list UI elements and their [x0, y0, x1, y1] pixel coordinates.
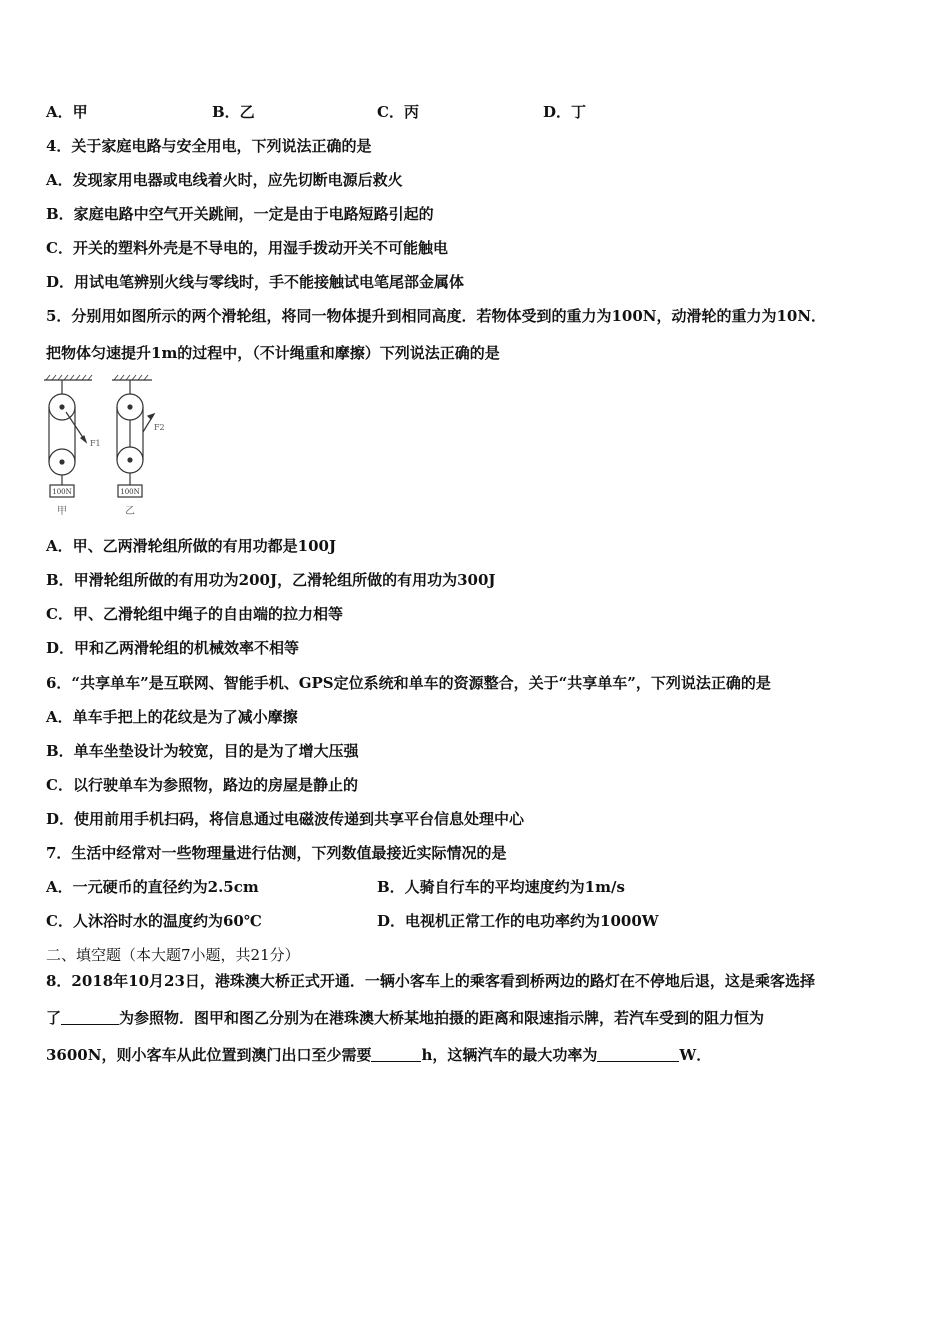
section-title: 二、填空题（本大题7小题，共21分） — [46, 946, 300, 964]
right-caption: 乙 — [125, 506, 135, 517]
q3-option-c: C．丙 — [377, 103, 419, 121]
q6-option-b: B．单车坐垫设计为较宽，目的是为了增大压强 — [46, 742, 359, 760]
left-ceiling-hatch — [46, 375, 92, 380]
q6-option-d: D．使用前用手机扫码，将信息通过电磁波传递到共享平台信息处理中心 — [46, 810, 525, 828]
q6-option-c: C．以行驶单车为参照物，路边的房屋是静止的 — [46, 776, 358, 794]
q8-line3-part1: 3600N，则小客车从此位置到澳门出口至少需要 — [46, 1046, 372, 1064]
q7-option-c: C．人沐浴时水的温度约为60℃ — [46, 912, 262, 930]
q8-line1: 8．2018年10月23日，港珠澳大桥正式开通．一辆小客车上的乘客看到桥两边的路灯在不停地后退，这是乘客选择 — [46, 972, 815, 990]
right-ceiling-hatch — [114, 375, 148, 380]
q5-stem-line2: 把物体匀速提升1m的过程中，（不计绳重和摩擦）下列说法正确的是 — [46, 344, 500, 362]
q4-option-c: C．开关的塑料外壳是不导电的，用湿手拨动开关不可能触电 — [46, 239, 448, 257]
q6-stem: 6．“共享单车”是互联网、智能手机、GPS定位系统和单车的资源整合，关于“共享单车”，下列说法正确的是 — [46, 674, 771, 692]
q3-option-b: B．乙 — [212, 103, 255, 121]
right-force-label: F2 — [154, 423, 165, 432]
q7-option-b: B．人骑自行车的平均速度约为1m/s — [377, 878, 625, 896]
left-force-arrow — [81, 436, 86, 442]
q4-option-d: D．用试电笔辨别火线与零线时，手不能接触试电笔尾部金属体 — [46, 273, 465, 291]
q7-option-a: A．一元硬币的直径约为2.5cm — [46, 878, 259, 896]
right-force-arrow — [148, 414, 154, 419]
q5-option-c: C．甲、乙滑轮组中绳子的自由端的拉力相等 — [46, 605, 343, 623]
q7-stem: 7．生活中经常对一些物理量进行估测，下列数值最接近实际情况的是 — [46, 844, 507, 862]
q4-option-b: B．家庭电路中空气开关跳闸，一定是由于电路短路引起的 — [46, 205, 434, 223]
q5-option-d: D．甲和乙两滑轮组的机械效率不相等 — [46, 639, 300, 657]
q4-option-a: A．发现家用电器或电线着火时，应先切断电源后救火 — [46, 171, 403, 189]
q8-line2-prefix: 了 — [46, 1009, 62, 1027]
answer-blank-3[interactable] — [597, 1045, 679, 1062]
left-caption: 甲 — [57, 506, 67, 517]
q8-line2-rest: 为参照物．图甲和图乙分别为在港珠澳大桥某地拍摄的距离和限速指示牌，若汽车受到的阻力恒为 — [119, 1009, 765, 1027]
q5-option-a: A．甲、乙两滑轮组所做的有用功都是100J — [46, 537, 337, 555]
q8-line2 — [46, 1008, 764, 1028]
q3-option-d: D．丁 — [543, 103, 587, 121]
q3-option-a: A．甲 — [46, 103, 88, 121]
answer-blank-2[interactable] — [371, 1045, 421, 1062]
left-weight-label: 100N — [52, 488, 72, 496]
q5-stem-line1: 5．分别用如图所示的两个滑轮组，将同一物体提升到相同高度．若物体受到的重力为100N，动滑轮的重力为10N． — [46, 307, 827, 325]
answer-blank-1[interactable] — [61, 1008, 119, 1025]
q6-option-a: A．单车手把上的花纹是为了减小摩擦 — [46, 708, 298, 726]
pulley-figure — [40, 372, 170, 522]
q5-option-b: B．甲滑轮组所做的有用功为200J，乙滑轮组所做的有用功为300J — [46, 571, 496, 589]
q8-line3-part3: W． — [679, 1046, 712, 1064]
q8-line3-part2: h，这辆汽车的最大功率为 — [421, 1046, 598, 1064]
q8-line3 — [46, 1045, 711, 1065]
q7-option-d: D．电视机正常工作的电功率约为1000W — [377, 912, 659, 930]
right-weight-label: 100N — [120, 488, 140, 496]
left-force-label: F1 — [90, 439, 101, 448]
q4-stem: 4．关于家庭电路与安全用电，下列说法正确的是 — [46, 137, 372, 155]
